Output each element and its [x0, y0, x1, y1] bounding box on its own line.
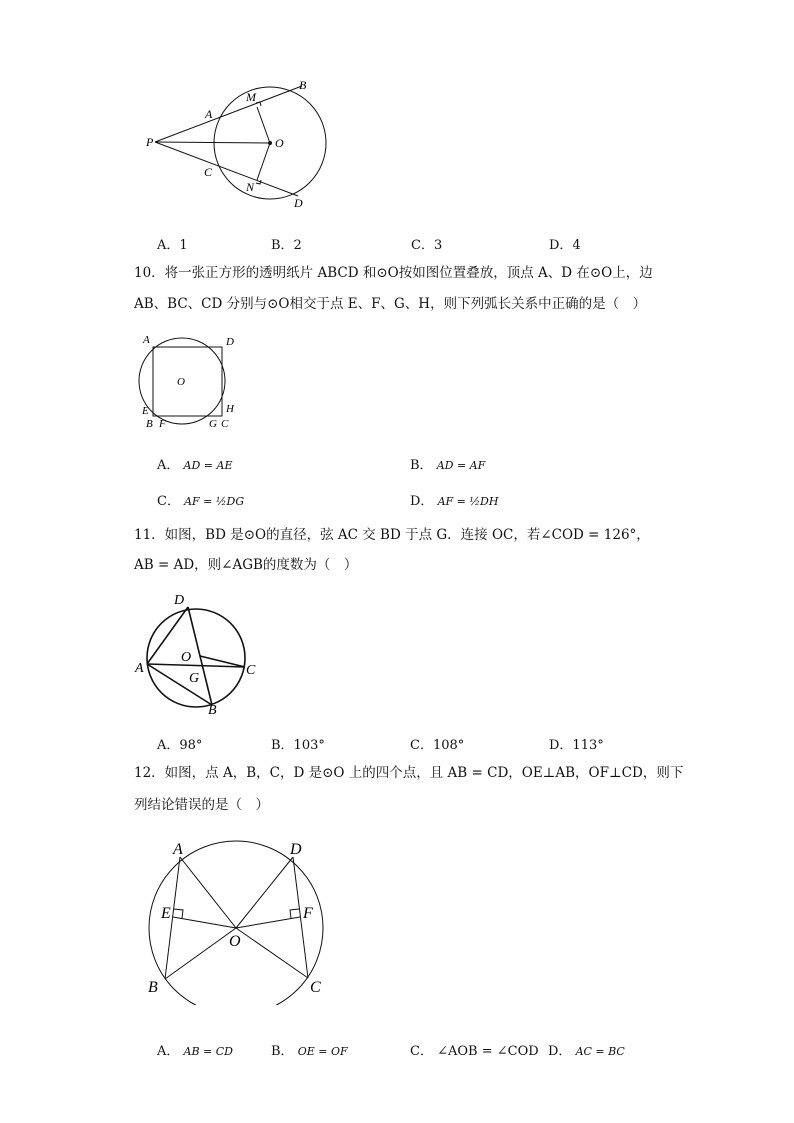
q12-radius-oc: [236, 928, 308, 978]
q9-center-dot: [268, 141, 272, 145]
q10-label-c: C: [221, 418, 229, 430]
q11-option-a[interactable]: A．98°: [157, 738, 203, 753]
q12-label-d: D: [290, 841, 302, 858]
q12-label-b: B: [148, 979, 158, 996]
q12-option-a-formula: AB = CD: [183, 1045, 234, 1058]
q11-label-a: A: [135, 661, 144, 676]
q12-label-a: A: [173, 841, 183, 858]
q12-option-c-formula: ∠AOB = ∠COD: [437, 1044, 539, 1059]
q11-figure: [130, 585, 270, 720]
q9-label-d: D: [294, 196, 303, 210]
q11-label-g: G: [189, 671, 200, 686]
q12-option-b[interactable]: [271, 1040, 348, 1059]
q9-line-on: [257, 143, 270, 180]
q10-option-a-letter: A．: [157, 458, 180, 473]
q12-label-f: F: [303, 905, 313, 922]
q9-label-b: B: [299, 78, 307, 92]
q10-square: [153, 347, 222, 416]
q10-label-a: A: [143, 334, 150, 346]
q10-option-c[interactable]: [157, 490, 244, 509]
q12-stem-line2: 列结论错误的是（ ）: [134, 797, 269, 813]
q10-label-g: G: [209, 418, 217, 430]
q12-segment-oe: [173, 917, 236, 928]
q12-option-d[interactable]: [548, 1040, 625, 1059]
q11-stem-line1: 11．如图，BD 是⊙O的直径，弦 AC 交 BD 于点 G．连接 OC，若∠COD = 126°，: [134, 527, 650, 543]
q10-stem-line2: AB、BC、CD 分别与⊙O相交于点 E、F、G、H，则下列弧长关系中正确的是（ ）: [134, 296, 647, 312]
q12-label-o: O: [229, 933, 241, 950]
q11-option-c[interactable]: C．108°: [410, 738, 465, 753]
q10-option-d[interactable]: [410, 490, 498, 509]
q9-option-b[interactable]: B．2: [271, 238, 302, 253]
q12-figure: [140, 830, 340, 1005]
q10-label-b: B: [146, 418, 153, 430]
q12-option-b-letter: B．: [271, 1044, 294, 1059]
q12-option-d-letter: D．: [548, 1044, 572, 1059]
q10-option-b[interactable]: [410, 454, 485, 473]
q9-label-a: A: [205, 107, 213, 121]
q12-right-angle-e: [174, 909, 183, 918]
q11-option-b[interactable]: B．103°: [271, 738, 325, 753]
q9-line-pd: [155, 142, 298, 196]
q11-chord-ac: [147, 664, 245, 667]
q9-label-m: M: [246, 90, 256, 104]
q12-option-c-letter: C．: [410, 1044, 433, 1059]
q10-option-c-letter: C．: [157, 494, 180, 509]
q10-option-b-formula: AD = AF: [436, 459, 486, 472]
q11-label-c: C: [246, 663, 256, 678]
q12-label-e: E: [161, 905, 171, 922]
q9-line-pb: [155, 86, 302, 142]
q10-stem-line1: 10．将一张正方形的透明纸片 ABCD 和⊙O按如图位置叠放，顶点 A、D 在⊙O上，边: [134, 265, 653, 281]
q10-label-f: F: [159, 418, 166, 430]
q12-option-d-formula: AC = BC: [575, 1045, 625, 1058]
q10-label-d: D: [226, 336, 234, 348]
q9-label-p: P: [146, 135, 154, 149]
q12-option-c[interactable]: [410, 1040, 539, 1059]
q11-label-b: B: [208, 703, 217, 718]
q9-line-po: [155, 142, 270, 143]
q12-circle: [149, 841, 323, 1005]
q12-stem-line1: 12．如图，点 A，B，C，D 是⊙O 上的四个点，且 AB = CD，OE⊥AB，OF⊥CD，则下: [134, 765, 684, 781]
q12-radius-ob: [165, 928, 236, 979]
q9-option-a[interactable]: A．1: [157, 238, 188, 253]
q12-label-c: C: [310, 979, 321, 996]
q9-line-om: [257, 107, 270, 143]
q9-option-d[interactable]: D．4: [549, 238, 581, 253]
q10-option-c-formula: AF = ½DG: [184, 495, 245, 508]
q12-option-b-formula: OE = OF: [297, 1045, 348, 1058]
q10-option-b-letter: B．: [410, 458, 433, 473]
q10-option-d-formula: AF = ½DH: [437, 495, 499, 508]
q10-option-d-letter: D．: [410, 494, 434, 509]
q9-right-angle-m: [256, 102, 261, 106]
q12-radius-oa: [180, 857, 236, 928]
q12-option-a[interactable]: [157, 1040, 233, 1059]
q11-option-d[interactable]: D．113°: [549, 738, 604, 753]
q12-radius-od: [236, 857, 293, 928]
q12-segment-of: [236, 917, 300, 928]
q10-option-a-formula: AD = AE: [183, 459, 233, 472]
q11-stem-line2: AB = AD，则∠AGB的度数为（ ）: [134, 557, 358, 573]
q10-label-o: O: [177, 376, 185, 388]
q11-circle: [147, 609, 245, 707]
q10-option-a[interactable]: [157, 454, 232, 473]
q10-figure: [130, 325, 260, 435]
q11-segment-ab: [147, 664, 212, 705]
q9-label-n: N: [246, 180, 255, 194]
q11-label-o: O: [181, 650, 192, 665]
q10-label-e: E: [142, 405, 149, 417]
q9-label-c: C: [204, 165, 213, 179]
q11-label-d: D: [174, 593, 185, 608]
q9-option-c[interactable]: C．3: [411, 238, 443, 253]
q12-option-a-letter: A．: [157, 1044, 180, 1059]
q9-label-o: O: [275, 136, 284, 150]
q12-right-angle-f: [290, 909, 299, 918]
q10-label-h: H: [226, 403, 234, 415]
